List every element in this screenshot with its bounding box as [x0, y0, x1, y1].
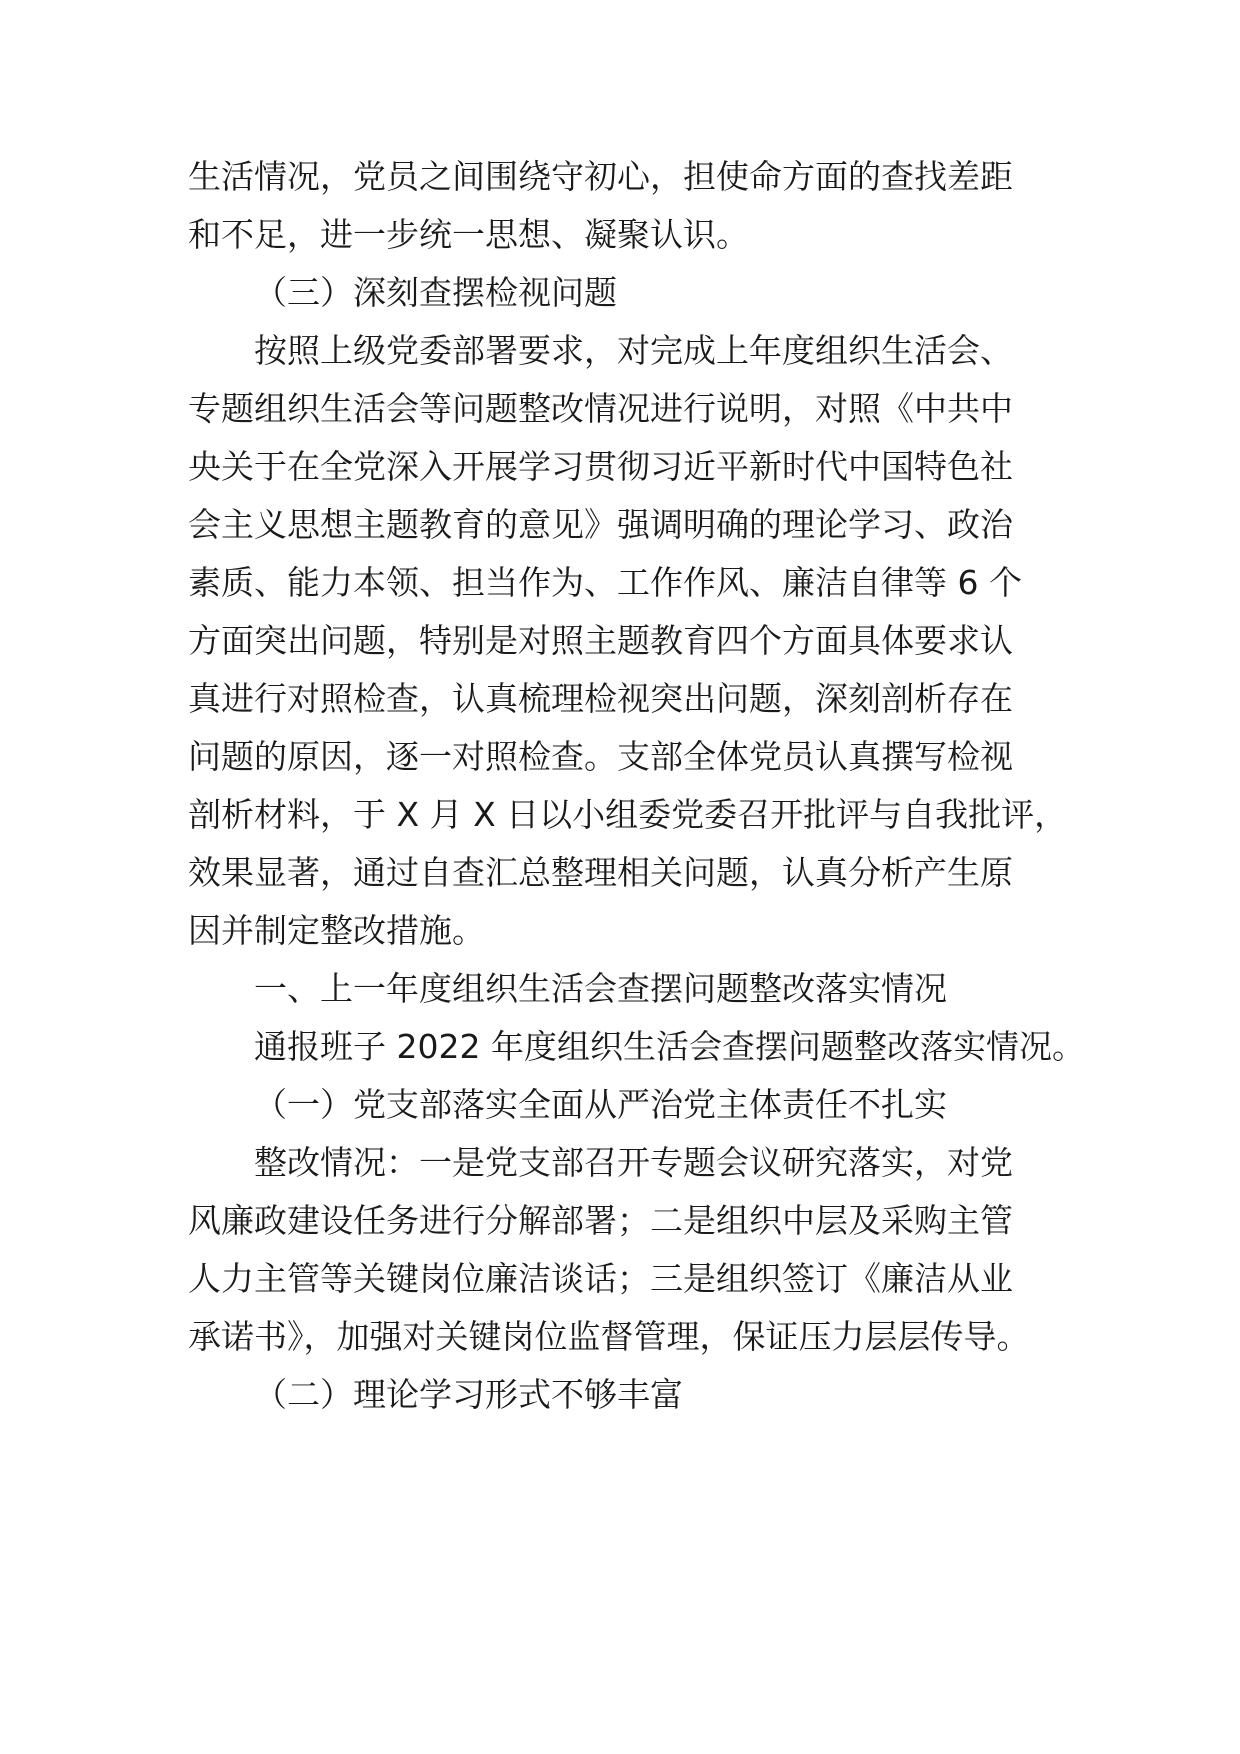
text-line: 因并制定整改措施。: [188, 911, 485, 950]
section-heading: （一）党支部落实全面从严治党主体责任不扎实: [254, 1085, 947, 1124]
section-heading: 一、上一年度组织生活会查摆问题整改落实情况: [254, 969, 947, 1008]
section-heading: （二）理论学习形式不够丰富: [254, 1375, 683, 1414]
text-line: 方面突出问题，特别是对照主题教育四个方面具体要求认: [188, 621, 1013, 660]
text-line: 剖析材料，于 X 月 X 日以小组委党委召开批评与自我批评，: [188, 795, 1068, 834]
text-line: 效果显著，通过自查汇总整理相关问题，认真分析产生原: [188, 853, 1013, 892]
text-line: 会主义思想主题教育的意见》强调明确的理论学习、政治: [188, 505, 1013, 544]
text-line: 承诺书》，加强对关键岗位监督管理，保证压力层层传导。: [188, 1317, 1030, 1356]
text-line: 问题的原因，逐一对照检查。支部全体党员认真撰写检视: [188, 737, 1013, 776]
text-line: 按照上级党委部署要求，对完成上年度组织生活会、: [254, 331, 1013, 370]
section-heading: （三）深刻查摆检视问题: [254, 273, 617, 312]
text-line: 素质、能力本领、担当作为、工作作风、廉洁自律等 6 个: [188, 563, 1022, 602]
text-line: 和不足，进一步统一思想、凝聚认识。: [188, 215, 749, 254]
text-line: 风廉政建设任务进行分解部署；二是组织中层及采购主管: [188, 1201, 1013, 1240]
text-line: 专题组织生活会等问题整改情况进行说明，对照《中共中: [188, 389, 1013, 428]
text-line: 真进行对照检查，认真梳理检视突出问题，深刻剖析存在: [188, 679, 1013, 718]
text-line: 整改情况：一是党支部召开专题会议研究落实，对党: [254, 1143, 1013, 1182]
text-line: 央关于在全党深入开展学习贯彻习近平新时代中国特色社: [188, 447, 1013, 486]
text-line: 通报班子 2022 年度组织生活会查摆问题整改落实情况。: [254, 1027, 1085, 1066]
text-line: 生活情况，党员之间围绕守初心，担使命方面的查找差距: [188, 157, 1013, 196]
text-line: 人力主管等关键岗位廉洁谈话；三是组织签订《廉洁从业: [188, 1259, 1013, 1298]
